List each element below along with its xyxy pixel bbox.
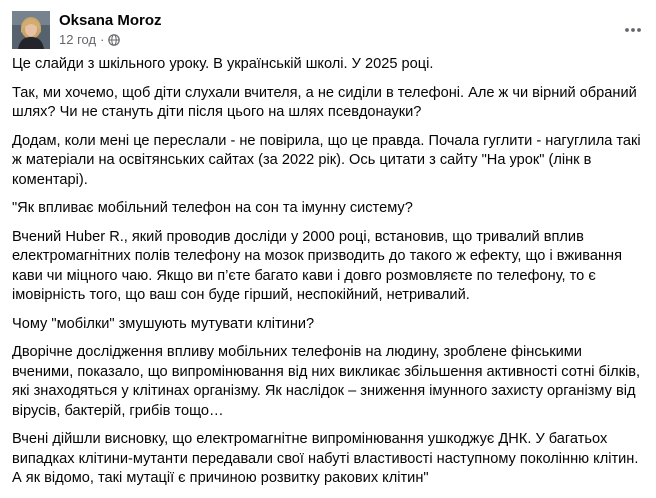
avatar[interactable] — [12, 11, 50, 49]
post-body — [12, 55, 644, 498]
post-paragraph: "Як впливає мобільний телефон на сон та імунну систему? — [12, 200, 413, 216]
post-paragraph: Вчений Huber R., який проводив досліди у 2000 році, встановив, що тривалий вплив електромагнітних полів телефону на мозок призводить до такого ж ефекту, що і вживання кави чи міцного чаю. Якщо ви п’єте багато кави і довго розмовляєте по телефону, то є імовірність того, що ваш сон буде гірший, неспокійний, нетривалий. — [12, 228, 622, 303]
meta-separator: · — [100, 32, 105, 47]
post-meta — [59, 32, 162, 48]
globe-icon[interactable] — [108, 34, 120, 46]
post-paragraph: Це слайди з шкільного уроку. В українській школі. У 2025 році. — [12, 56, 434, 72]
more-options-icon — [624, 27, 642, 33]
post-paragraph: Так, ми хочемо, щоб діти слухали вчителя, а не сиділи в телефоні. Але ж чи вірний обраний шлях? Чи не стануть діти після цього на шлях псевдонауки? — [12, 84, 637, 120]
post-paragraph: Додам, коли мені це переслали - не повірила, що це правда. Почала гуглити - нагуглила такі ж матеріали на освітянських сайтах (за 2022 рік). Ось цитати з сайту "На урок" (лінк в коментарі). — [12, 132, 641, 188]
author-block — [59, 12, 162, 48]
post-paragraph: Дворічне дослідження впливу мобільних телефонів на людину, зроблене фінськими вченими, показало, що випромінювання від них викликає збільшення активності сотні білків, які знаходяться у клітинах організму. Як наслідок – зниження імунного захисту організму від вірусів, бактерій, грибів тощо… — [12, 344, 641, 419]
author-name[interactable]: Oksana Moroz — [59, 12, 162, 29]
post-timestamp[interactable]: 12 год — [59, 32, 97, 47]
post-paragraph: Вчені дійшли висновку, що електромагнітне випромінювання ушкоджує ДНК. У багатьох випадках клітини-мутанти передавали свої набуті властивості наступному поколінню клітин. А як відомо, такі мутації є причиною розвитку ракових клітин" — [12, 431, 639, 486]
more-options-button[interactable] — [622, 19, 644, 41]
post-header — [12, 11, 644, 51]
post-paragraph: Чому "мобілки" змушують мутувати клітини? — [12, 315, 315, 332]
avatar-image — [12, 11, 50, 49]
